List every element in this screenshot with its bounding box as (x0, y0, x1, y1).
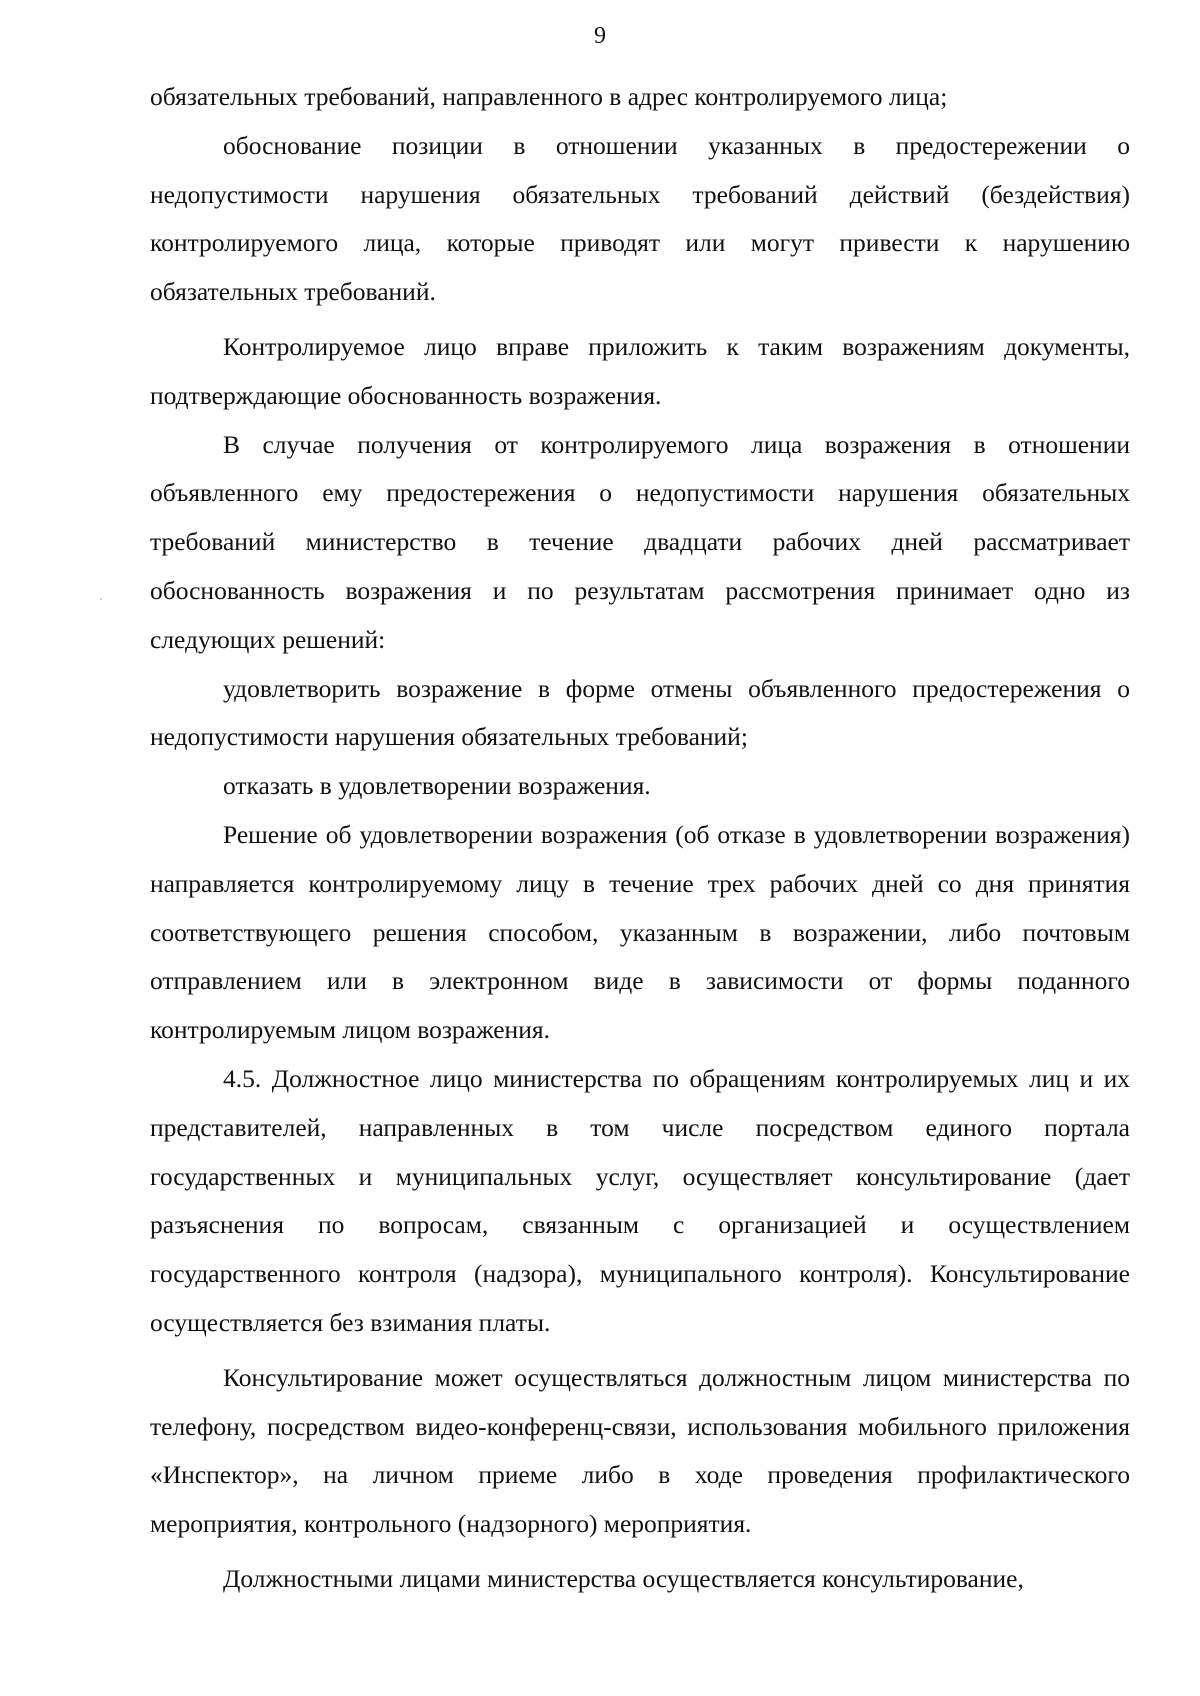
document-body (150, 73, 1130, 1604)
paragraph: отказать в удовлетворении возражения. (223, 771, 651, 801)
paragraph: Решение об удовлетворении возражения (об отказе в удовлетворении возражения) направляется контролируемому лицу в течение трех рабочих дней со дня принятия соответствующего решения способом, указанным в возражении, либо почтовым отправлением или в электронном виде в зависимости от формы поданного контролируемым лицом возражения. (150, 819, 1130, 1045)
paragraph: Консультирование может осуществляться должностным лицом министерства по телефону, посредством видео-конференц-связи, использования мобильного приложения «Инспектор», на личном приеме либо в ходе проведения профилактического мероприятия, контрольного (надзорного) мероприятия. (150, 1362, 1130, 1539)
paragraph: Контролируемое лицо вправе приложить к таким возражениям документы, подтверждающие обоснованность возражения. (150, 331, 1130, 410)
paragraph: 4.5. Должностное лицо министерства по обращениям контролируемых лиц и их представителей, направленных в том числе посредством единого портала государственных и муниципальных услуг, осуществляет консультирование (дает разъяснения по вопросам, связанным с организацией и осуществлением государственного контроля (надзора), муниципального контроля). Консультирование осуществляется без взимания платы. (150, 1063, 1130, 1337)
scan-speck (100, 598, 102, 600)
paragraph: Должностными лицами министерства осуществляется консультирование, (223, 1563, 1024, 1593)
paragraph: обоснование позиции в отношении указанных в предостережении о недопустимости нарушения обязательных требований действий (бездействия) контролируемого лица, которые приводят или могут привести к нарушению обязательных требований. (150, 130, 1130, 307)
paragraph: обязательных требований, направленного в адрес контролируемого лица; (150, 82, 948, 111)
paragraph: удовлетворить возражение в форме отмены объявленного предостережения о недопустимости нарушения обязательных требований; (150, 673, 1130, 752)
page-number: 9 (594, 23, 606, 49)
paragraph: В случае получения от контролируемого лица возражения в отношении объявленного ему предостережения о недопустимости нарушения обязательных требований министерство в течение двадцати рабочих дней рассматривает обоснованность возражения и по результатам рассмотрения принимает одно из следующих решений: (150, 429, 1130, 654)
